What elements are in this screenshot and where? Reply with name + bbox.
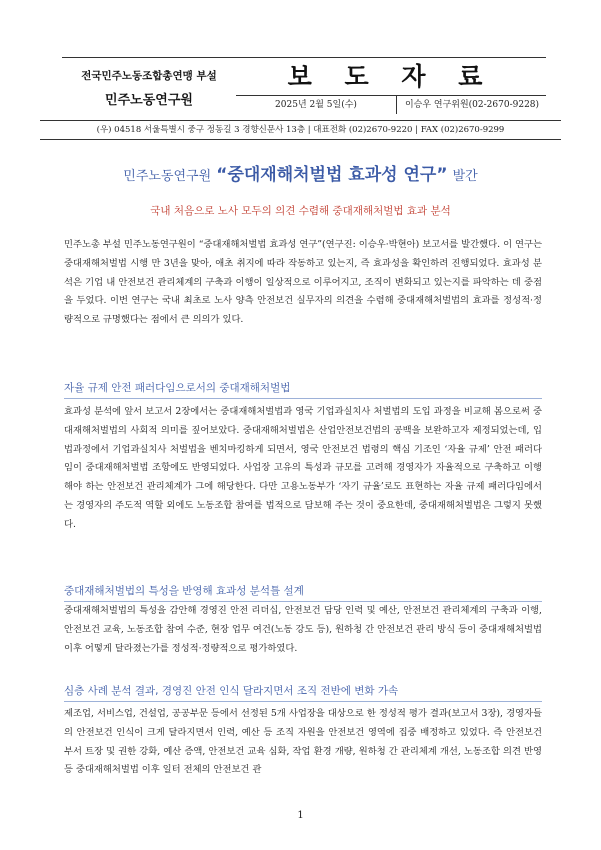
org-affiliation: 전국민주노동조합총연맹 부설	[81, 70, 217, 82]
headline	[0, 160, 601, 185]
section-body-3: 제조업, 서비스업, 건설업, 공공부문 등에서 선정된 5개 사업장을 대상으로 한 정성적 평가 결과(보고서 3장), 경영자들의 안전보건 인식이 크게 달라지면서 인력, 예산 등 조직 자원을 안전보건 영역에 집중 배정하고 있었다. 즉 안전보건 부서 트장 및 권한 강화, 예산 증액, 안전보건 교육 심화, 작업 환경 개량, 원하청 간 관리체계 개선, 노동조합 의견 반영 등 중대재해처벌법 이후 일터 전체의 안전보건 관	[64, 708, 542, 776]
doc-type-title: 보 도 자 료	[287, 62, 495, 91]
page-number: 1	[297, 810, 304, 821]
org-name: 민주노동연구원	[105, 93, 193, 108]
section-rule-3	[64, 701, 542, 702]
release-date: 2025년 2월 5일(수)	[275, 100, 357, 110]
header-box	[62, 57, 546, 120]
section-rule-1	[64, 398, 542, 399]
section-body-1: 효과성 분석에 앞서 보고서 2장에서는 중대재해처벌법과 영국 기업과실치사 처벌법의 도입 과정을 비교해 봄으로써 중대재해처벌법의 사회적 의미를 짚어보았다. 중대재해처벌법은 산업안전보건법의 공백을 보완하고자 제정되었는데, 입법과정에서 기업과실치사 처벌법을 벤치마킹하게 되면서, 영국 안전보건 법령의 핵심 기조인 ‘자율 규제’ 안전 패러다임이 중대재해처벌법 조항에도 반영되었다. 사업장 고유의 특성과 규모를 고려해 경영자가 자율적으로 구축하고 이행해야 하는 안전보건 관리체계가 그에 해당한다. 다만 고용노동부가 ‘자기 규율’로도 표현하는 자율 규제 패러다임에서는 경영자의 주도적 역할 외에도 노동조합 참여를 법적으로 담보해 주는 것이 중요한데, 중대재해처벌법은 그렇지 못했다.	[64, 406, 542, 530]
section-heading-3: 심층 사례 분석 결과, 경영진 안전 인식 달라지면서 조직 전반에 변화 가속	[64, 685, 399, 697]
section-heading-1: 자율 규제 안전 패러다임으로서의 중대재해처벌법	[64, 382, 291, 394]
headline-org: 민주노동연구원	[123, 169, 212, 184]
headline-subtitle: 국내 처음으로 노사 모두의 의견 수렴해 중대재해처벌법 효과 분석	[150, 205, 451, 217]
headline-title: “중대재해처벌법 효과성 연구”	[216, 165, 448, 185]
section-body-2: 중대재해처벌법의 특성을 감안해 경영진 안전 리더십, 안전보건 담당 인력 및 예산, 안전보건 관리체계의 구축과 이행, 안전보건 교육, 노동조합 참여 수준, 현장 업무 여건(노동 강도 등), 원하청 간 안전보건 관리 방식 등이 중대재해처벌법 이후 어떻게 달라졌는가를 정성적·정량적으로 평가하였다.	[64, 605, 542, 654]
org-block	[62, 58, 236, 120]
doc-title-block	[236, 58, 546, 120]
section-heading-2: 중대재해처벌법의 특성을 반영해 효과성 분석틀 설계	[64, 585, 304, 597]
contact-writer: 이승우 연구위원(02-2670-9228)	[396, 96, 547, 114]
headline-suffix: 발간	[452, 169, 478, 184]
address-bar: (우) 04518 서울특별시 중구 정동길 3 경향신문사 13층 | 대표전화 (02)2670-9220 | FAX (02)2670-9299	[40, 120, 561, 140]
intro-paragraph: 민주노총 부설 민주노동연구원이 “중대재해처벌법 효과성 연구”(연구진: 이승우·박현아) 보고서를 발간했다. 이 연구는 중대재해처벌법 시행 만 3년을 맞아, 애초 취지에 따라 작동하고 있는지, 즉 효과성을 확인하려 진행되었다. 효과성 분석은 기업 내 안전보건 관리체계의 구축과 이행이 일상적으로 이루어지고, 조직이 변화되고 있는지를 파악하는 데 중점을 두었다. 이번 연구는 국내 최초로 노사 양측 안전보건 실무자의 의견을 수렴해 중대재해처벌법의 효과를 정성적·정량적으로 규명했다는 점에서 큰 의의가 있다.	[64, 239, 542, 326]
